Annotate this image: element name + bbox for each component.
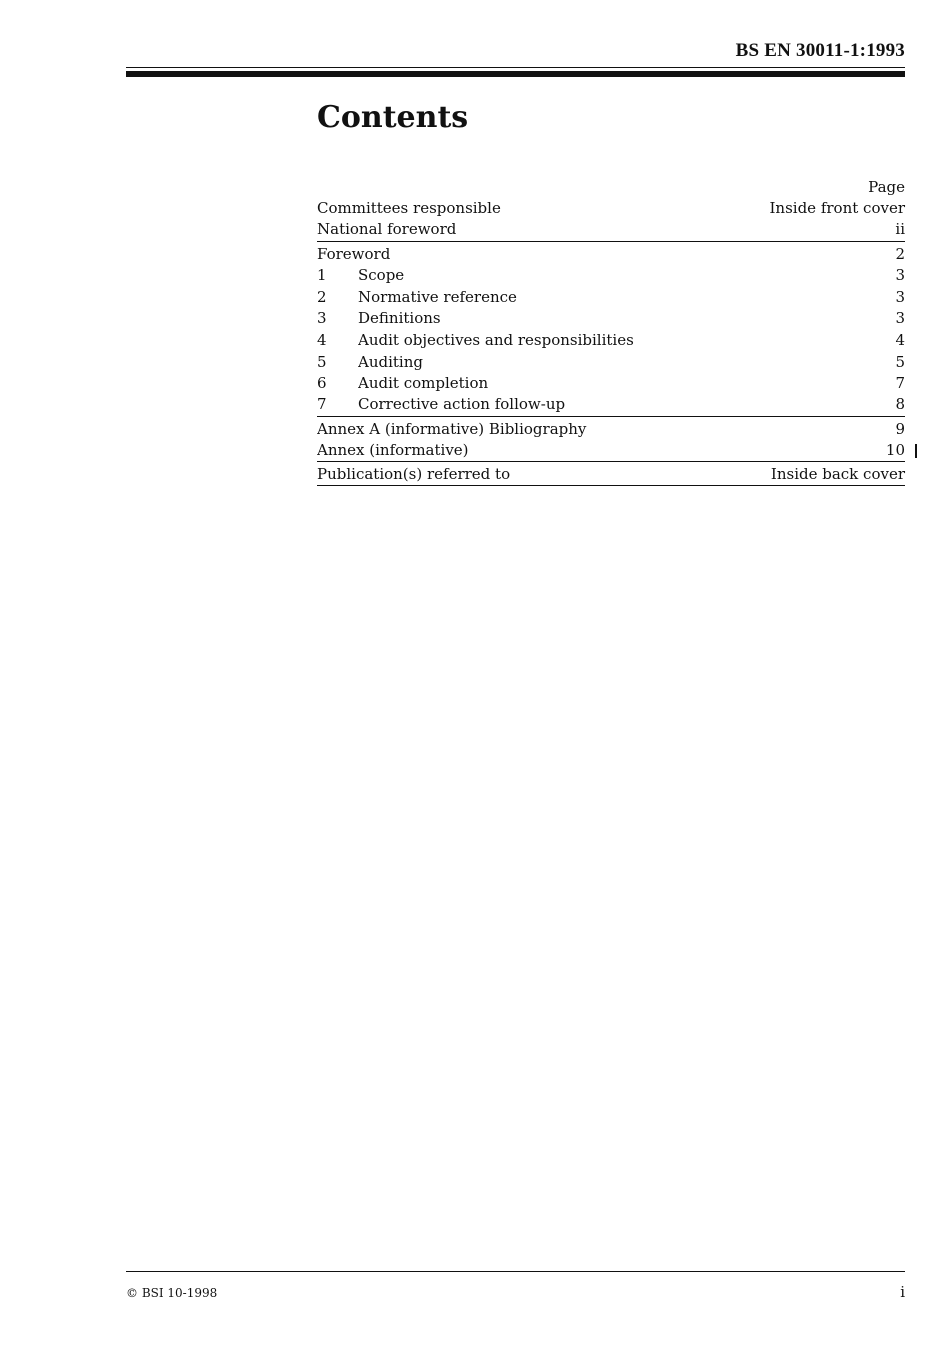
toc-entry-title: Foreword [317, 244, 391, 263]
toc-page-column-label: Page [868, 178, 905, 196]
change-bar-marker [915, 444, 917, 458]
toc-entry-title: Definitions [358, 309, 441, 328]
toc-entry-title: National foreword [317, 220, 457, 239]
toc-entry-normative-reference[interactable] [317, 287, 905, 309]
toc-entry-page: ii [895, 220, 905, 239]
toc-entry-title: Committees responsible [317, 199, 501, 217]
toc-entry-page: 2 [895, 244, 905, 263]
header-thin-rule [126, 67, 905, 68]
toc-entry-foreword[interactable] [317, 244, 905, 266]
toc-entry-page: 3 [895, 309, 905, 328]
toc-entry-title: Normative reference [358, 287, 517, 306]
toc-entry-page: 10 [885, 441, 905, 460]
toc-entry-number: 4 [317, 330, 327, 349]
footer-copyright: © BSI 10-1998 [126, 1286, 218, 1300]
toc-entry-audit-objectives[interactable] [317, 330, 905, 352]
toc-entry-publications-referred[interactable] [317, 464, 905, 486]
toc-entry-title: Audit completion [358, 374, 489, 393]
toc-entry-page: 3 [895, 266, 905, 285]
toc-entry-audit-completion[interactable] [317, 373, 905, 395]
toc-entry-committees-responsible[interactable] [317, 198, 905, 220]
toc-entry-title: Annex A (informative) Bibliography [317, 419, 587, 438]
toc-entry-title: Annex (informative) [317, 441, 469, 460]
toc-entry-page: 7 [895, 374, 905, 393]
toc-entry-title: Audit objectives and responsibilities [358, 330, 634, 349]
toc-entry-national-foreword[interactable] [317, 220, 905, 242]
toc-entry-number: 3 [317, 309, 327, 328]
toc-entry-page: Inside front cover [769, 199, 905, 217]
footer-page-number: i [900, 1283, 905, 1301]
toc-entry-title: Publication(s) referred to [317, 465, 511, 484]
toc-entry-number: 7 [317, 395, 327, 414]
document-id: BS EN 30011-1:1993 [735, 40, 905, 61]
toc-entry-number: 6 [317, 374, 327, 393]
table-of-contents [317, 177, 905, 488]
toc-entry-scope[interactable] [317, 265, 905, 287]
toc-entry-page: 9 [895, 419, 905, 438]
toc-entry-page: 5 [895, 352, 905, 371]
toc-entry-page: 4 [895, 330, 905, 349]
toc-entry-annex-a[interactable] [317, 419, 905, 441]
footer-rule [126, 1271, 905, 1272]
toc-entry-number: 1 [317, 266, 327, 285]
toc-entry-page: 3 [895, 287, 905, 306]
header-thick-rule [126, 71, 905, 77]
toc-entry-page: 8 [895, 395, 905, 414]
toc-entry-auditing[interactable] [317, 352, 905, 374]
toc-entry-page: Inside back cover [770, 465, 905, 484]
toc-entry-title: Auditing [358, 352, 423, 371]
toc-entry-number: 2 [317, 287, 327, 306]
page-title: Contents [317, 100, 469, 135]
toc-entry-annex-informative[interactable] [317, 440, 905, 462]
toc-entry-title: Corrective action follow-up [358, 395, 566, 414]
toc-entry-definitions[interactable] [317, 308, 905, 330]
toc-entry-title: Scope [358, 266, 405, 285]
toc-entry-number: 5 [317, 352, 327, 371]
toc-entry-corrective-action[interactable] [317, 395, 905, 417]
